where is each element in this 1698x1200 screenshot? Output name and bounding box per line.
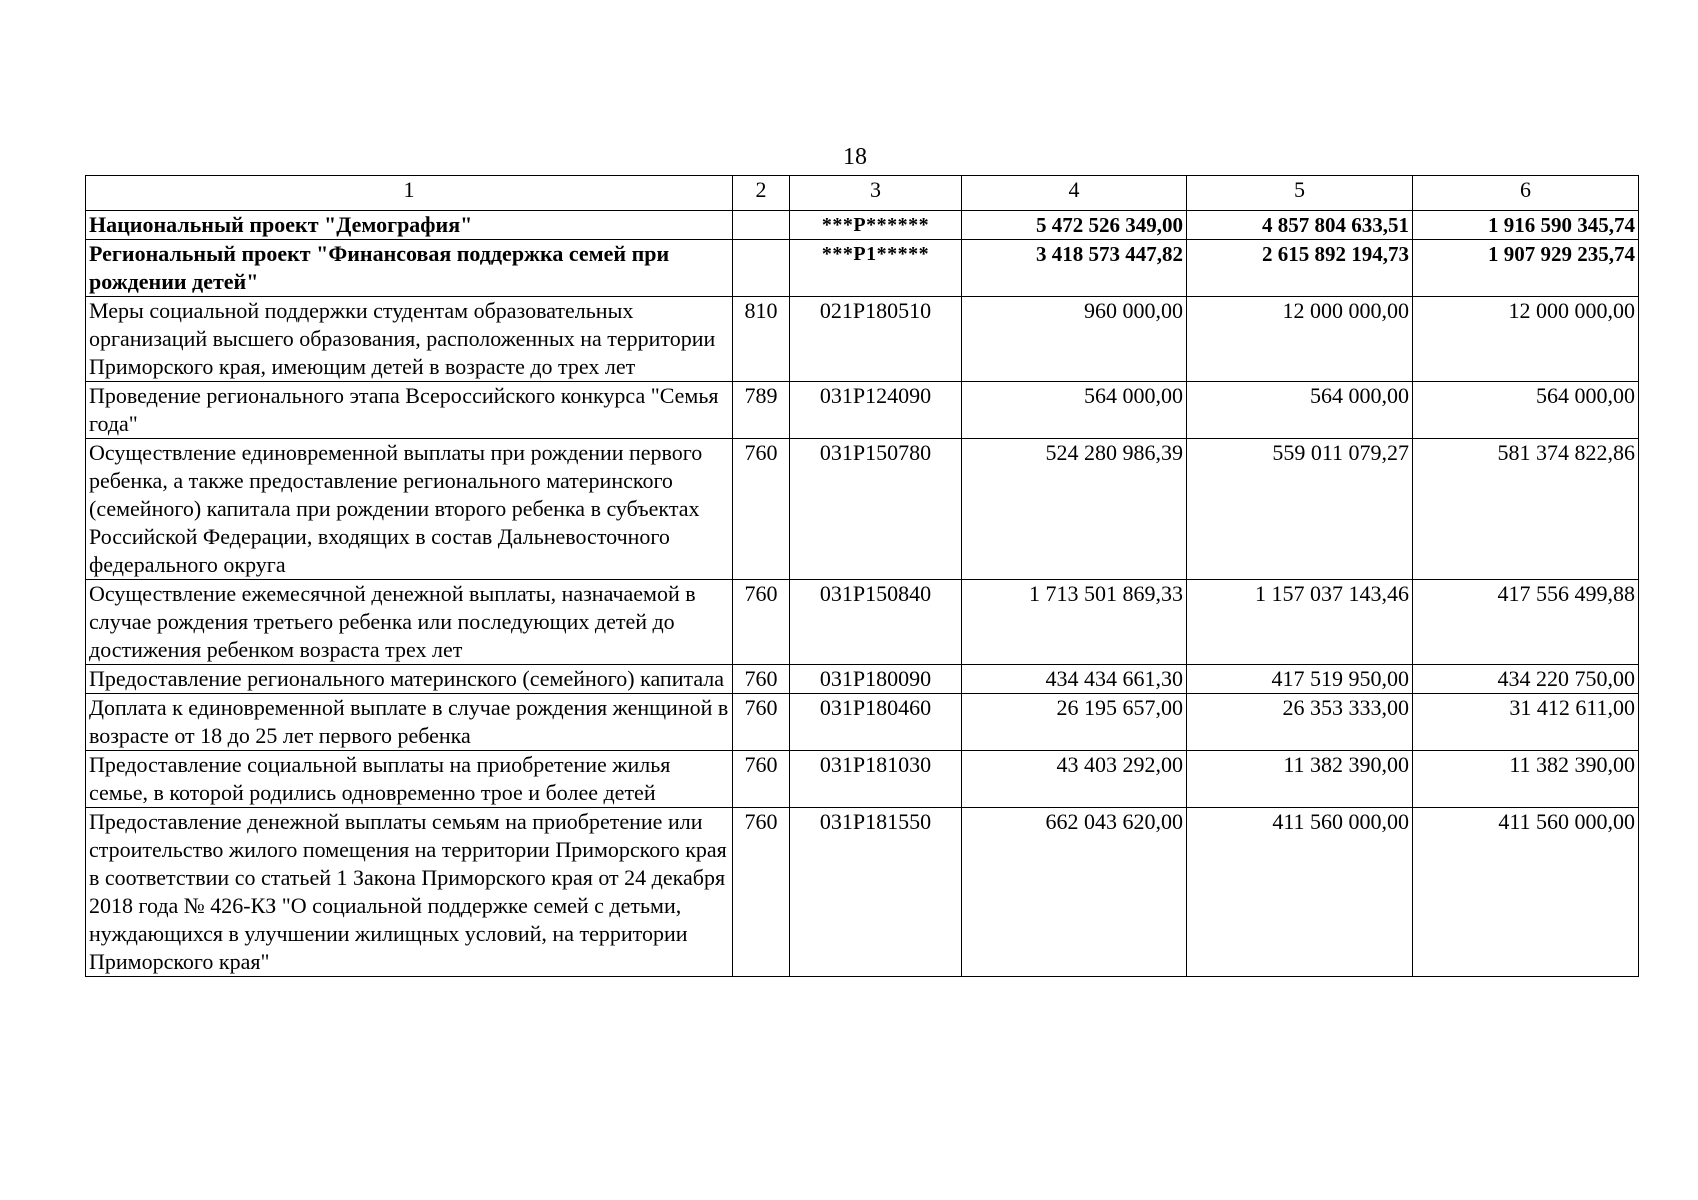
row-value-4: 26 195 657,00 (962, 694, 1187, 751)
row-target: 031P180090 (790, 665, 962, 694)
row-code: 760 (733, 751, 790, 808)
row-value-5: 559 011 079,27 (1187, 439, 1413, 580)
column-header: 2 (733, 176, 790, 211)
table-row (86, 382, 1639, 439)
table-row (86, 297, 1639, 382)
column-header: 4 (962, 176, 1187, 211)
row-name: Осуществление единовременной выплаты при рождении первого ребенка, а также предоставление регионального материнского (семейного) капитала при рождении второго ребенка в субъектах Российской Федерации, входящих в состав Дальневосточного федерального округа (86, 439, 733, 580)
row-value-5: 564 000,00 (1187, 382, 1413, 439)
table-row (86, 439, 1639, 580)
row-value-5: 11 382 390,00 (1187, 751, 1413, 808)
row-code: 760 (733, 665, 790, 694)
row-code: 760 (733, 808, 790, 977)
row-code (733, 211, 790, 240)
row-target: 031P150780 (790, 439, 962, 580)
row-target: 031P181550 (790, 808, 962, 977)
row-value-4: 960 000,00 (962, 297, 1187, 382)
row-target: ***P1***** (790, 240, 962, 297)
row-code: 760 (733, 580, 790, 665)
row-code (733, 240, 790, 297)
row-target: 031P180460 (790, 694, 962, 751)
row-name: Предоставление денежной выплаты семьям на приобретение или строительство жилого помещения на территории Приморского края в соответствии со статьей 1 Закона Приморского края от 24 декабря 2018 года № 426-КЗ "О социальной поддержке семей с детьми, нуждающихся в улучшении жилищных условий, на территории Приморского края" (86, 808, 733, 977)
row-value-6: 31 412 611,00 (1413, 694, 1639, 751)
row-code: 789 (733, 382, 790, 439)
budget-table (85, 175, 1639, 977)
row-value-4: 1 713 501 869,33 (962, 580, 1187, 665)
row-value-5: 2 615 892 194,73 (1187, 240, 1413, 297)
table-row (86, 240, 1639, 297)
column-header: 5 (1187, 176, 1413, 211)
row-name: Региональный проект "Финансовая поддержка семей при рождении детей" (86, 240, 733, 297)
table-row (86, 808, 1639, 977)
row-value-4: 43 403 292,00 (962, 751, 1187, 808)
row-target: 021P180510 (790, 297, 962, 382)
row-value-4: 662 043 620,00 (962, 808, 1187, 977)
row-name: Доплата к единовременной выплате в случае рождения женщиной в возрасте от 18 до 25 лет первого ребенка (86, 694, 733, 751)
row-name: Предоставление регионального материнского (семейного) капитала (86, 665, 733, 694)
row-target: 031P150840 (790, 580, 962, 665)
row-name: Национальный проект "Демография" (86, 211, 733, 240)
row-value-6: 434 220 750,00 (1413, 665, 1639, 694)
row-value-6: 11 382 390,00 (1413, 751, 1639, 808)
row-value-6: 1 907 929 235,74 (1413, 240, 1639, 297)
column-header-row (86, 176, 1639, 211)
row-value-4: 434 434 661,30 (962, 665, 1187, 694)
table-row (86, 665, 1639, 694)
row-value-5: 12 000 000,00 (1187, 297, 1413, 382)
row-value-6: 411 560 000,00 (1413, 808, 1639, 977)
table-row (86, 211, 1639, 240)
row-value-5: 4 857 804 633,51 (1187, 211, 1413, 240)
row-name: Проведение регионального этапа Всероссийского конкурса "Семья года" (86, 382, 733, 439)
row-target: 031P124090 (790, 382, 962, 439)
row-value-5: 1 157 037 143,46 (1187, 580, 1413, 665)
row-code: 760 (733, 439, 790, 580)
row-name: Меры социальной поддержки студентам образовательных организаций высшего образования, расположенных на территории Приморского края, имеющим детей в возрасте до трех лет (86, 297, 733, 382)
row-value-6: 564 000,00 (1413, 382, 1639, 439)
row-name: Осуществление ежемесячной денежной выплаты, назначаемой в случае рождения третьего ребенка или последующих детей до достижения ребенком возраста трех лет (86, 580, 733, 665)
row-value-4: 3 418 573 447,82 (962, 240, 1187, 297)
row-code: 760 (733, 694, 790, 751)
table-row (86, 580, 1639, 665)
row-code: 810 (733, 297, 790, 382)
row-target: ***P****** (790, 211, 962, 240)
column-header: 6 (1413, 176, 1639, 211)
row-value-5: 26 353 333,00 (1187, 694, 1413, 751)
row-value-4: 5 472 526 349,00 (962, 211, 1187, 240)
row-value-6: 12 000 000,00 (1413, 297, 1639, 382)
row-value-5: 417 519 950,00 (1187, 665, 1413, 694)
row-value-4: 564 000,00 (962, 382, 1187, 439)
page-number: 18 (843, 144, 867, 170)
row-value-6: 581 374 822,86 (1413, 439, 1639, 580)
column-header: 3 (790, 176, 962, 211)
row-value-4: 524 280 986,39 (962, 439, 1187, 580)
table-row (86, 751, 1639, 808)
row-value-6: 417 556 499,88 (1413, 580, 1639, 665)
row-name: Предоставление социальной выплаты на приобретение жилья семье, в которой родились одновременно трое и более детей (86, 751, 733, 808)
column-header: 1 (86, 176, 733, 211)
table-row (86, 694, 1639, 751)
row-value-5: 411 560 000,00 (1187, 808, 1413, 977)
row-value-6: 1 916 590 345,74 (1413, 211, 1639, 240)
row-target: 031P181030 (790, 751, 962, 808)
